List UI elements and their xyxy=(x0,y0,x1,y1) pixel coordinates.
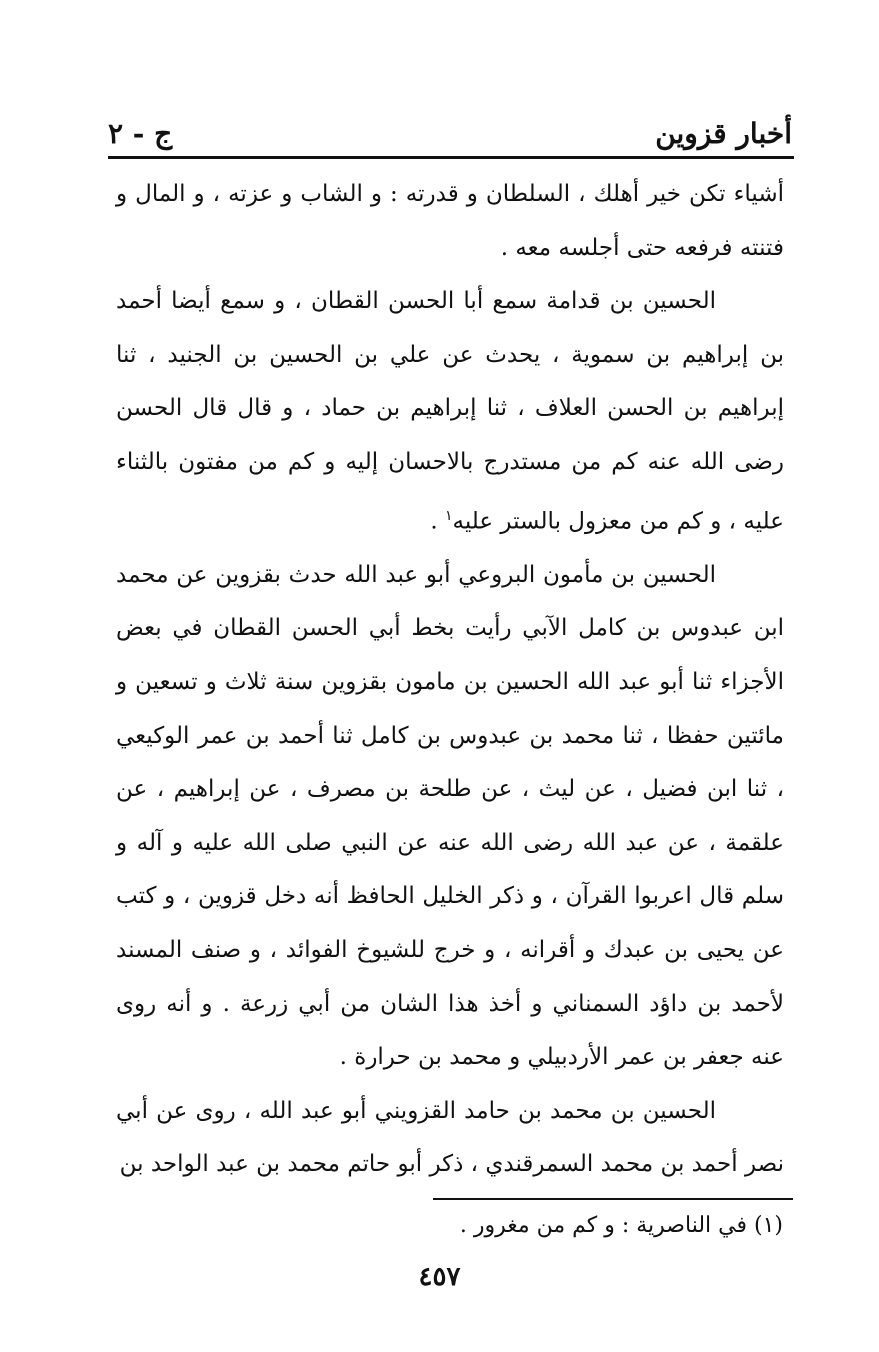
footnote: (١) في الناصرية : و كم من مغرور . xyxy=(459,1213,783,1238)
paragraph-4 xyxy=(116,1085,784,1192)
paragraph-4-text: الحسين بن محمد بن حامد القزويني أبو عبد الله ، روى عن أبي نصر أحمد بن محمد السمرقندي ، ذكر أبو حاتم محمد بن عبد الواحد بن xyxy=(116,1097,784,1178)
running-title: أخبار قزوين xyxy=(655,116,792,150)
volume-label: ج - ٢ xyxy=(108,116,173,150)
paragraph-2-text: الحسين بن قدامة سمع أبا الحسن القطان ، و سمع أيضا أحمد بن إبراهيم بن سموية ، يحدث عن علي بن الحسين بن الجنيد ، ثنا إبراهيم بن الحسن العلاف ، ثنا إبراهيم بن حماد ، و قال قال الحسن رضى الله عنه كم من مستدرج بالاحسان إليه و كم من مفتون بالثناء عليه ، و كم من معزول بالستر عليه xyxy=(116,288,784,535)
paragraph-2: الحسين بن قدامة سمع أبا الحسن القطان ، و سمع أيضا أحمد بن إبراهيم بن سموية ، يحدث عن علي بن الحسين بن الجنيد ، ثنا إبراهيم بن الحسن العلاف ، ثنا إبراهيم بن حماد ، و قال قال الحسن رضى الله عنه كم من مستدرج بالاحسان إليه و كم من مفتون بالثناء عليه ، و كم من معزول بالستر عليه$^١$ . xyxy=(116,288,784,535)
paragraph-3 xyxy=(116,549,784,1085)
footnote-rule xyxy=(433,1198,793,1200)
footnote-marker: ١ xyxy=(444,507,453,524)
paragraph-1 xyxy=(116,168,784,275)
page-number: ٤٥٧ xyxy=(418,1262,461,1292)
paragraph-3-text: الحسين بن مأمون البروعي أبو عبد الله حدث بقزوين عن محمد ابن عبدوس بن كامل الآبي رأيت بخط أبي الحسن القطان في بعض الأجزاء ثنا أبو عبد الله الحسين بن مامون بقزوين سنة ثلاث و تسعين و مائتين حفظا ، ثنا محمد بن عبدوس بن كامل ثنا أحمد بن عمر الوكيعي ، ثنا ابن فضيل ، عن ليث ، عن طلحة بن مصرف ، عن إبراهيم ، عن علقمة ، عن عبد الله رضى الله عنه عن النبي صلى الله عليه و آله و سلم قال اعربوا القرآن ، و ذكر الخليل الحافظ أنه دخل قزوين ، و كتب عن يحيى بن عبدك و أقرانه ، و خرج للشيوخ الفوائد ، و صنف المسند لأحمد بن داؤد السمناني و أخذ هذا الشان من أبي زرعة . و أنه روى عنه جعفر بن عمر الأردبيلي و محمد بن حرارة . xyxy=(116,561,784,1071)
page-header xyxy=(108,110,792,156)
paragraph-1-text: أشياء تكن خير أهلك ، السلطان و قدرته : و الشاب و عزته ، و المال و فتنته فرفعه حتى أجلسه معه . xyxy=(116,181,784,261)
header-rule xyxy=(108,156,794,159)
body-text xyxy=(116,168,784,1192)
